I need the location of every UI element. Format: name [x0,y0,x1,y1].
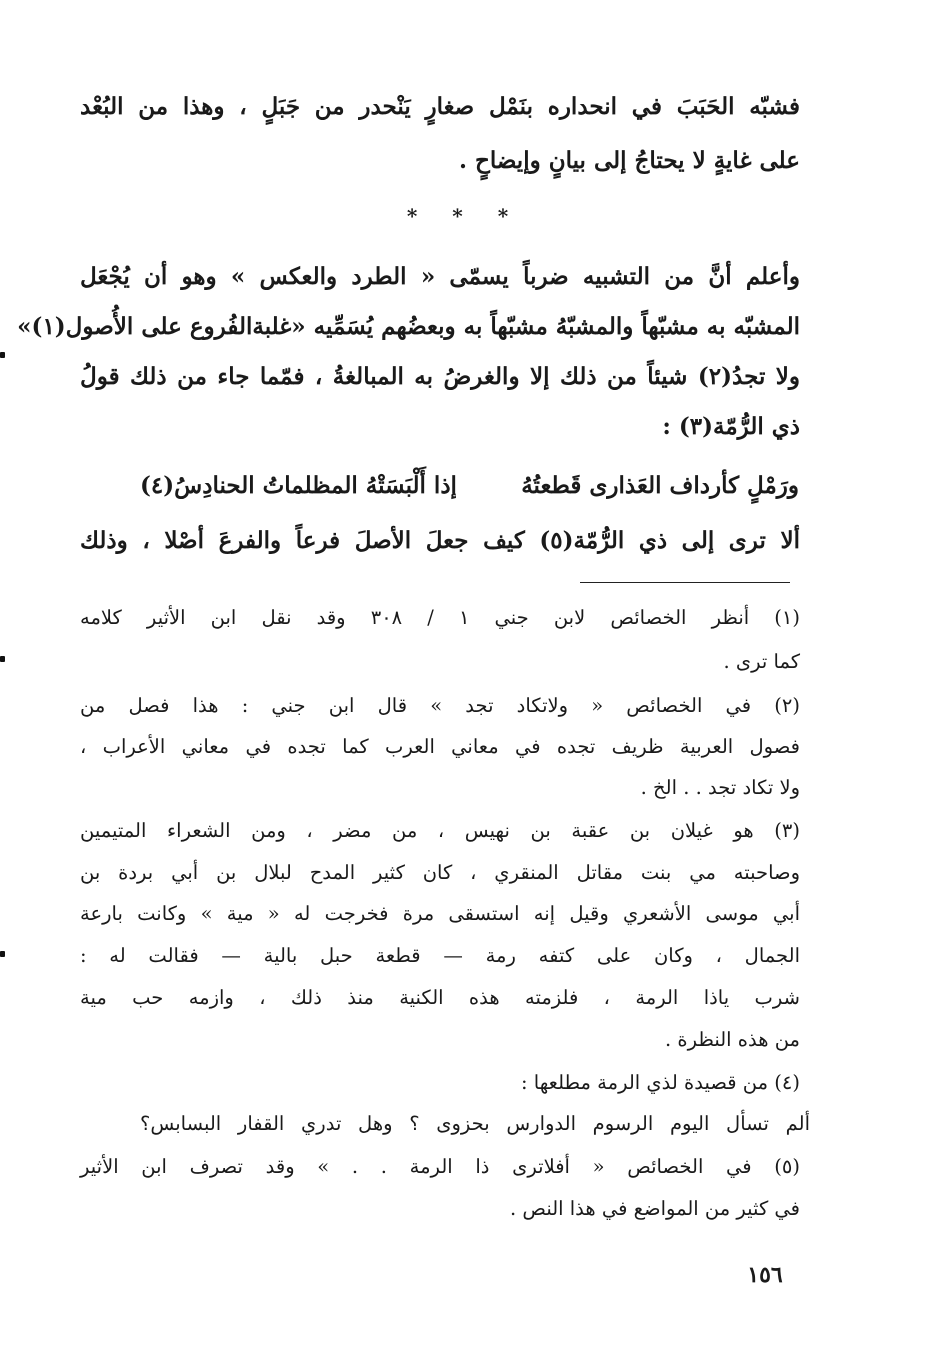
scan-mark [0,951,5,957]
footnote-line: (٢) في الخصائص « ولاتكاد تجد » قال ابن جني : هذا فصل من [80,694,800,717]
scan-mark [0,656,5,662]
footnote-line: الجمال ، وكان على كتفه رمة — قطعة حبل بالية — فقالت له : [80,944,800,967]
page-number: ١٥٦ [747,1262,783,1288]
footnote-line: (١) أنظر الخصائص لابن جني ١ / ٣٠٨ وقد نقل ابن الأثير كلامه [80,606,800,629]
main-text-line: ألا ترى إلى ذي الرُّمّة(٥) كيف جعلَ الأصلَ فرعاً والفرعَ أصْلا ، وذلك [80,527,800,554]
main-text-line: المشبّه به مشبّهاً والمشبّهُ مشبّهاً به وبعضُهم يُسَمِّيه «غلبةالفُروع على الأُصول(١)» [17,313,800,340]
scan-mark [0,352,5,358]
footnote-line: أبي موسى الأشعري وقيل إنه استسقى مرة فخرجت له « مية » وكانت بارعة [80,902,800,925]
main-text-line: ذي الرُّمّة(٣) : [662,413,800,440]
footnote-line: فصول العربية ظريف تجده في معاني العرب كما تجده في معاني الأعراب ، [80,735,800,758]
footnote-line: من هذه النظرة . [664,1028,800,1051]
footnote-line: شرب ياذا الرمة ، فلزمته هذه الكنية منذ ذلك ، وازمه حب مية [80,986,800,1009]
main-text-line: ولا تجدُ(٢) شيئاً من ذلك إلا والغرضُ به المبالغةُ ، فمّما جاء من ذلك قولُ [80,363,801,390]
footnote-line: وصاحبته مي بنت مقاتل المنقري ، كان كثير المدح لبلال بن أبي بردة بن [80,861,800,884]
footnote-verse-line: ألم تسأل اليوم الرسوم الدوارس بحزوى ؟ وهل تدري القفار البسابس؟ [140,1112,810,1135]
main-text-line: على غايةٍ لا يحتاجُ إلى بيانٍ وإيضاحٍ . [458,147,800,174]
footnote-line: في كثير من المواضع في هذا النص . [510,1197,800,1220]
verse-second-hemistich: إذا أَلْبَسَتْهُ المظلماتُ الحنادِسُ(٤) [140,472,457,499]
main-text-line: وأعلم أنَّ من التشبيه ضرباً يسمّى « الطرد والعكس » وهو أن يُجْعَل [80,263,800,290]
verse-first-hemistich: ورَمْلٍ كأرداف العَذارى قَطعتُهُ [521,472,799,499]
footnote-divider [580,582,790,583]
footnote-line: (٥) في الخصائص « أفلاترى ذا الرمة . . » وقد تصرف ابن الأثير [80,1155,800,1178]
main-text-line: فشبّه الحَبَبَ في انحداره بنَمْل صغارٍ يَنْحدر من جَبَلٍ ، وهذا من البُعْد [80,93,800,120]
section-separator: * * * [406,204,523,228]
footnote-line: (٤) من قصيدة لذي الرمة مطلعها : [520,1071,800,1094]
footnote-line: كما ترى . [723,650,800,673]
footnote-line: (٣) هو غيلان بن عقبة بن نهيس ، من مضر ، ومن الشعراء المتيمين [80,819,800,842]
footnote-line: ولا تكاد تجد . . الخ . [640,776,800,799]
